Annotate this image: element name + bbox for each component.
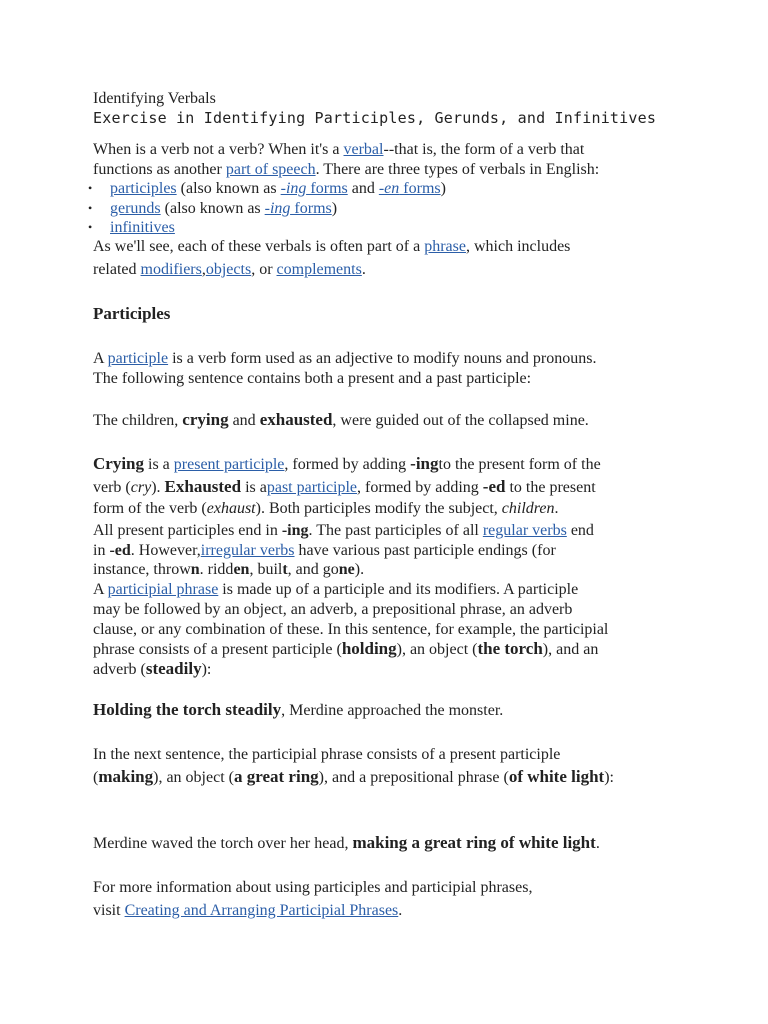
text: . <box>398 902 403 919</box>
text: of white light <box>508 767 605 786</box>
link-modifiers[interactable]: modifiers <box>140 261 202 278</box>
text: instance, throw <box>93 561 191 578</box>
section-heading-participles: Participles <box>93 304 171 323</box>
text: steadily <box>145 659 202 678</box>
intro-line-2 <box>93 160 599 179</box>
text: cry <box>130 479 152 496</box>
text: t <box>282 561 288 578</box>
link-phrase[interactable]: phrase <box>424 238 466 255</box>
text: and <box>228 412 260 429</box>
text: . However, <box>130 542 201 559</box>
text: Merdine waved the torch over her head, <box>93 835 353 852</box>
link-participial-phrase[interactable]: participial phrase <box>107 581 219 598</box>
text: ), and a prepositional phrase ( <box>318 769 509 786</box>
next-line-2 <box>93 767 614 787</box>
text: a great ring <box>233 767 319 786</box>
text: --that is, the form of a verb that <box>383 141 585 158</box>
link-past-participle[interactable]: past participle <box>266 479 358 496</box>
text: , buil <box>249 561 283 578</box>
text: , or <box>251 261 277 278</box>
text: ne <box>338 561 355 578</box>
text: -ing <box>280 180 307 197</box>
text: to the present <box>505 479 596 496</box>
link-ing-forms-2[interactable] <box>265 200 332 217</box>
text: Exhausted <box>164 477 242 496</box>
bullet: • <box>88 201 93 215</box>
text: forms <box>399 180 441 197</box>
definition-line-2: The following sentence contains both a present and a past participle: <box>93 370 532 387</box>
text: -ing <box>410 454 439 473</box>
text: adverb ( <box>93 661 146 678</box>
text: , <box>201 261 206 278</box>
text: . The past participles of all <box>308 522 483 539</box>
text: visit <box>93 902 125 919</box>
text: ) <box>440 180 446 197</box>
more-info-line-2 <box>93 901 402 920</box>
bullet: • <box>88 181 93 195</box>
text: . ridd <box>199 561 234 578</box>
text: en <box>233 561 250 578</box>
text: exhaust <box>206 500 256 517</box>
text: n <box>190 561 200 578</box>
text: ). Both participles modify the subject, <box>255 500 502 517</box>
text: functions as another <box>93 161 226 178</box>
list-item-participles <box>110 179 446 198</box>
link-en-forms[interactable] <box>379 180 441 197</box>
link-part-of-speech[interactable]: part of speech <box>225 161 316 178</box>
more-info-line-1: For more information about using participles and participial phrases, <box>93 879 533 896</box>
link-complements[interactable]: complements <box>276 261 362 278</box>
text: ), an object ( <box>396 641 478 658</box>
link-regular-verbs[interactable]: regular verbs <box>482 522 567 539</box>
text: have various past participle endings (for <box>294 542 556 559</box>
pphrase-line-1 <box>93 580 578 599</box>
text: . <box>361 261 366 278</box>
text: children <box>501 500 555 517</box>
link-verbal[interactable]: verbal <box>343 141 384 158</box>
pphrase-line-3: clause, or any combination of these. In this sentence, for example, the participial <box>93 621 609 638</box>
text: ). <box>354 561 365 578</box>
text: When is a verb not a verb? When it's a <box>93 141 344 158</box>
endings-line-2 <box>93 541 556 560</box>
definition-line-1 <box>93 349 596 368</box>
intro-line-1 <box>93 140 584 159</box>
text: The children, <box>93 412 183 429</box>
text: A <box>93 350 108 367</box>
text: is made up of a participle and its modifiers. A participle <box>218 581 579 598</box>
text: forms <box>306 180 348 197</box>
text: is a <box>241 479 267 496</box>
text: in <box>93 542 110 559</box>
text: A <box>93 581 108 598</box>
text: , were guided out of the collapsed mine. <box>332 412 589 429</box>
link-participles[interactable]: participles <box>110 180 177 197</box>
text: holding <box>341 639 397 658</box>
list-item-gerunds <box>110 199 337 218</box>
text: . <box>554 500 559 517</box>
text: , formed by adding <box>284 456 411 473</box>
example-sentence-1 <box>93 410 589 430</box>
text: -ed <box>109 542 131 559</box>
doc-title: Identifying Verbals <box>93 90 216 107</box>
text: Crying <box>93 454 144 473</box>
pphrase-line-4 <box>93 639 598 659</box>
text: (also known as <box>176 180 281 197</box>
explanation-line-3 <box>93 499 559 518</box>
example-sentence-3 <box>93 833 600 853</box>
text: All present participles end in <box>93 522 282 539</box>
text: verb ( <box>93 479 131 496</box>
phrase-line-1 <box>93 237 570 256</box>
link-creating-participial-phrases[interactable]: Creating and Arranging Participial Phrases <box>124 902 399 919</box>
text: , and go <box>287 561 339 578</box>
text: , formed by adding <box>357 479 483 496</box>
text: ). <box>151 479 165 496</box>
pphrase-line-2: may be followed by an object, an adverb, a prepositional phrase, an adverb <box>93 601 573 618</box>
text: As we'll see, each of these verbals is often part of a <box>93 238 425 255</box>
endings-line-3 <box>93 560 364 579</box>
text: phrase consists of a present participle ( <box>93 641 342 658</box>
text: making a great ring of white light <box>352 833 596 852</box>
text: related <box>93 261 141 278</box>
text: ): <box>201 661 212 678</box>
text: crying <box>182 410 229 429</box>
explanation-line-2 <box>93 477 596 497</box>
bullet: • <box>88 220 93 234</box>
text: end <box>566 522 594 539</box>
text: ), and an <box>542 641 599 658</box>
text: to the present form of the <box>438 456 601 473</box>
text: -ing <box>281 522 309 539</box>
link-gerunds[interactable]: gerunds <box>110 200 161 217</box>
link-participle[interactable]: participle <box>107 350 169 367</box>
text: form of the verb ( <box>93 500 207 517</box>
next-line-1: In the next sentence, the participial phrase consists of a present participle <box>93 746 561 763</box>
text: ): <box>604 769 614 786</box>
doc-subtitle: Exercise in Identifying Participles, Gerunds, and Infinitives <box>93 109 657 127</box>
text: forms <box>290 200 332 217</box>
text: (also known as <box>160 200 265 217</box>
link-objects[interactable]: objects <box>205 261 252 278</box>
link-infinitives[interactable]: infinitives <box>110 219 175 236</box>
text: ), an object ( <box>153 769 234 786</box>
text: making <box>98 767 154 786</box>
text: is a <box>144 456 174 473</box>
text: exhausted <box>259 410 333 429</box>
text: . There are three types of verbals in English: <box>315 161 600 178</box>
text: ) <box>331 200 338 217</box>
text: . <box>595 835 600 852</box>
endings-line-1 <box>93 521 594 540</box>
list-item-infinitives <box>110 218 175 237</box>
text: and <box>347 180 379 197</box>
link-ing-forms[interactable] <box>281 180 348 197</box>
text: -en <box>378 180 400 197</box>
text: -ing <box>264 200 291 217</box>
text: , Merdine approached the monster. <box>281 702 504 719</box>
phrase-line-2 <box>93 260 366 279</box>
explanation-line-1 <box>93 454 601 474</box>
text: Holding the torch steadily <box>93 700 282 719</box>
example-sentence-2 <box>93 700 503 720</box>
text: the torch <box>477 639 543 658</box>
text: ( <box>93 769 99 786</box>
text: , which includes <box>465 238 571 255</box>
text: is a verb form used as an adjective to modify nouns and pronouns. <box>168 350 597 367</box>
link-irregular-verbs[interactable]: irregular verbs <box>200 542 295 559</box>
text: -ed <box>482 477 506 496</box>
pphrase-line-5 <box>93 659 211 679</box>
link-present-participle[interactable]: present participle <box>173 456 285 473</box>
